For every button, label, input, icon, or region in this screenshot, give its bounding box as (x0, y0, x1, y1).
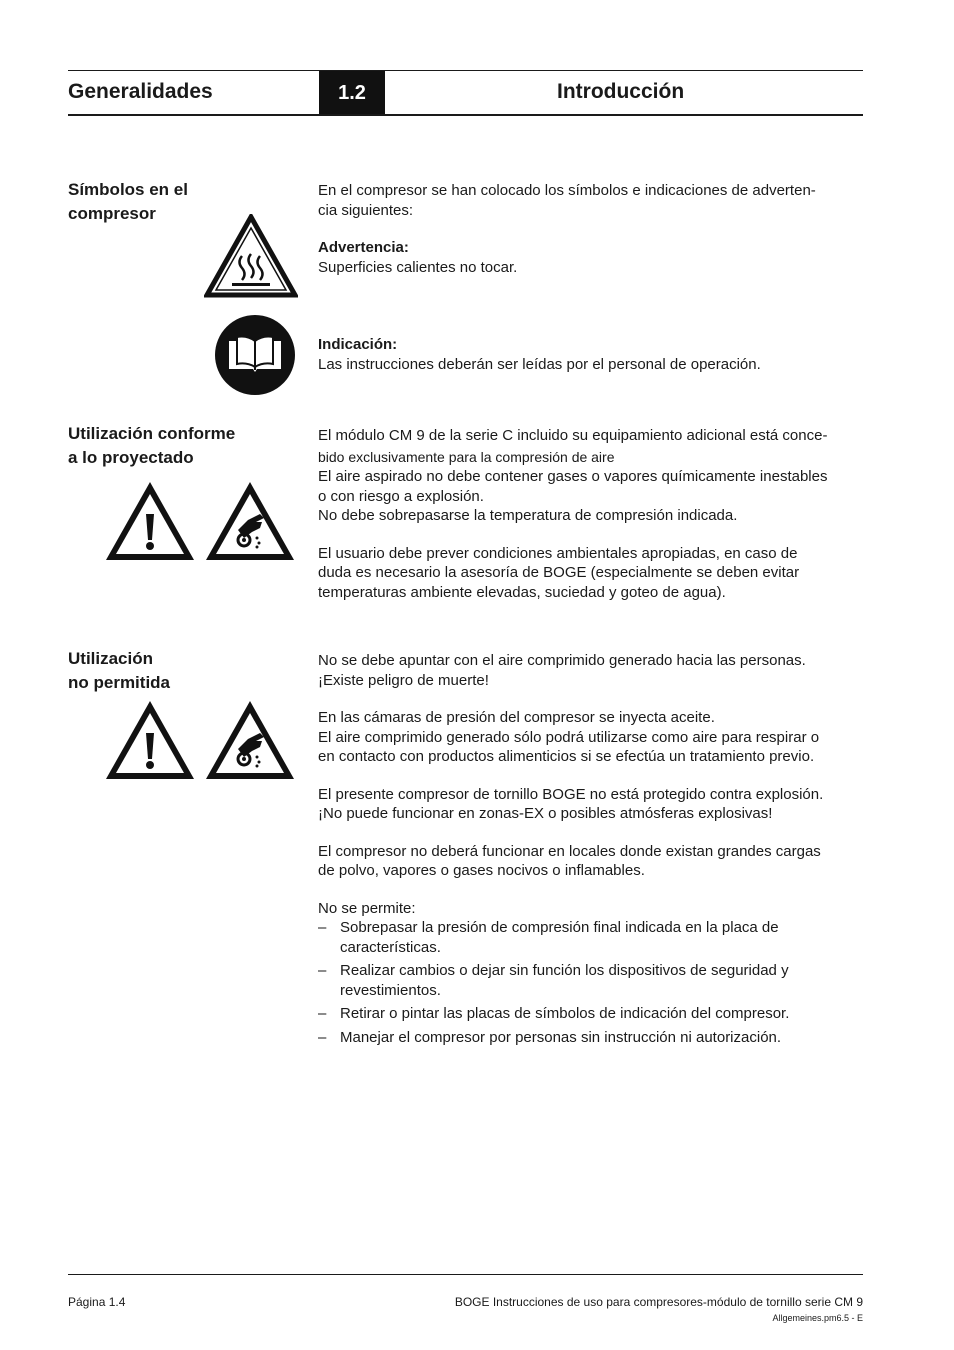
read-manual-icon (215, 315, 295, 395)
note-label: Indicación: (318, 336, 398, 353)
note-body (318, 335, 866, 374)
list-item: – Sobrepasar la presión de compresión final indicada en la placa de características. (318, 919, 779, 956)
symbols-heading: Símbolos en el compresor (68, 180, 188, 223)
file-reference: Allgemeines.pm6.5 - E (772, 1313, 863, 1323)
footer-rule (68, 1274, 863, 1275)
header-bottom-rule (68, 114, 863, 116)
note-text: Las instrucciones deberán ser leídas por el personal de operación. (318, 355, 761, 373)
intended-use-body: El módulo CM 9 de la serie C incluido su equipamiento adicional está conce- bido exclusivamente para la compresión de aire El aire aspirado no debe contener gases o vapores químicamente inestables o con riesgo a explosión. No debe sobrepasarse la temperatura de compresión indicada. El usuario debe prever condiciones ambientales apropiadas, en caso de duda es necesario la asesoría de BOGE (especialmente se deben evitar temperaturas ambiente elevadas, suciedad y goteo de agua). (318, 427, 828, 601)
document-title: BOGE Instrucciones de uso para compresores-módulo de tornillo serie CM 9 (454, 1295, 863, 1309)
warning-label: Advertencia: (318, 239, 409, 256)
symbols-body: En el compresor se han colocado los símbolos e indicaciones de adverten- cia siguientes: Advertencia: Superficies calientes no tocar. (318, 181, 866, 277)
header-title: Introducción (557, 80, 685, 103)
intended-use-heading: Utilización conforme a lo proyectado (68, 424, 236, 467)
list-item: – Realizar cambios o dejar sin función los dispositivos de seguridad y revestimientos. (318, 962, 789, 999)
warning-text: Superficies calientes no tocar. (318, 258, 518, 276)
hand-injury-warning-icon (204, 699, 296, 781)
prohibited-use-body: No se debe apuntar con el aire comprimido generado hacia las personas. ¡Existe peligro de muerte! En las cámaras de presión del compresor se inyecta aceite. El aire comprimido generado sólo podrá utilizarse como aire para respirar o en contacto con productos alimenticios si se efectúa un tratamiento previo. El presente compresor de tornillo BOGE no está protegido contra explosión. ¡No puede funcionar en zonas-EX o posibles atmósferas explosivas! El compresor no deberá funcionar en locales donde existan grandes cargas de polvo, vapores o gases nocivos o inflamables. No se permite: – Sobrepasar la presión de compresión final indicada en la placa de características. – Realizar cambios o dejar sin función los dispositivos de seguridad y revestimientos. – Retirar o pintar las placas de símbolos de indicación del compresor. – Manejar el compresor por personas sin instrucción ni autorización. (318, 651, 866, 1051)
hot-surface-warning-icon (204, 214, 298, 298)
general-warning-icon (104, 480, 196, 562)
general-warning-icon (104, 699, 196, 781)
prohibited-list (318, 918, 866, 1047)
page-number: Página 1.4 (68, 1295, 126, 1309)
list-item: – Retirar o pintar las placas de símbolos de indicación del compresor. (318, 1005, 790, 1022)
prohibited-use-heading: Utilización no permitida (68, 649, 171, 692)
list-item: – Manejar el compresor por personas sin instrucción ni autorización. (318, 1028, 782, 1046)
hand-injury-warning-icon (204, 480, 296, 562)
header-section: Generalidades (68, 80, 213, 103)
header-number: 1.2 (319, 71, 385, 115)
header-top-rule (68, 70, 863, 71)
